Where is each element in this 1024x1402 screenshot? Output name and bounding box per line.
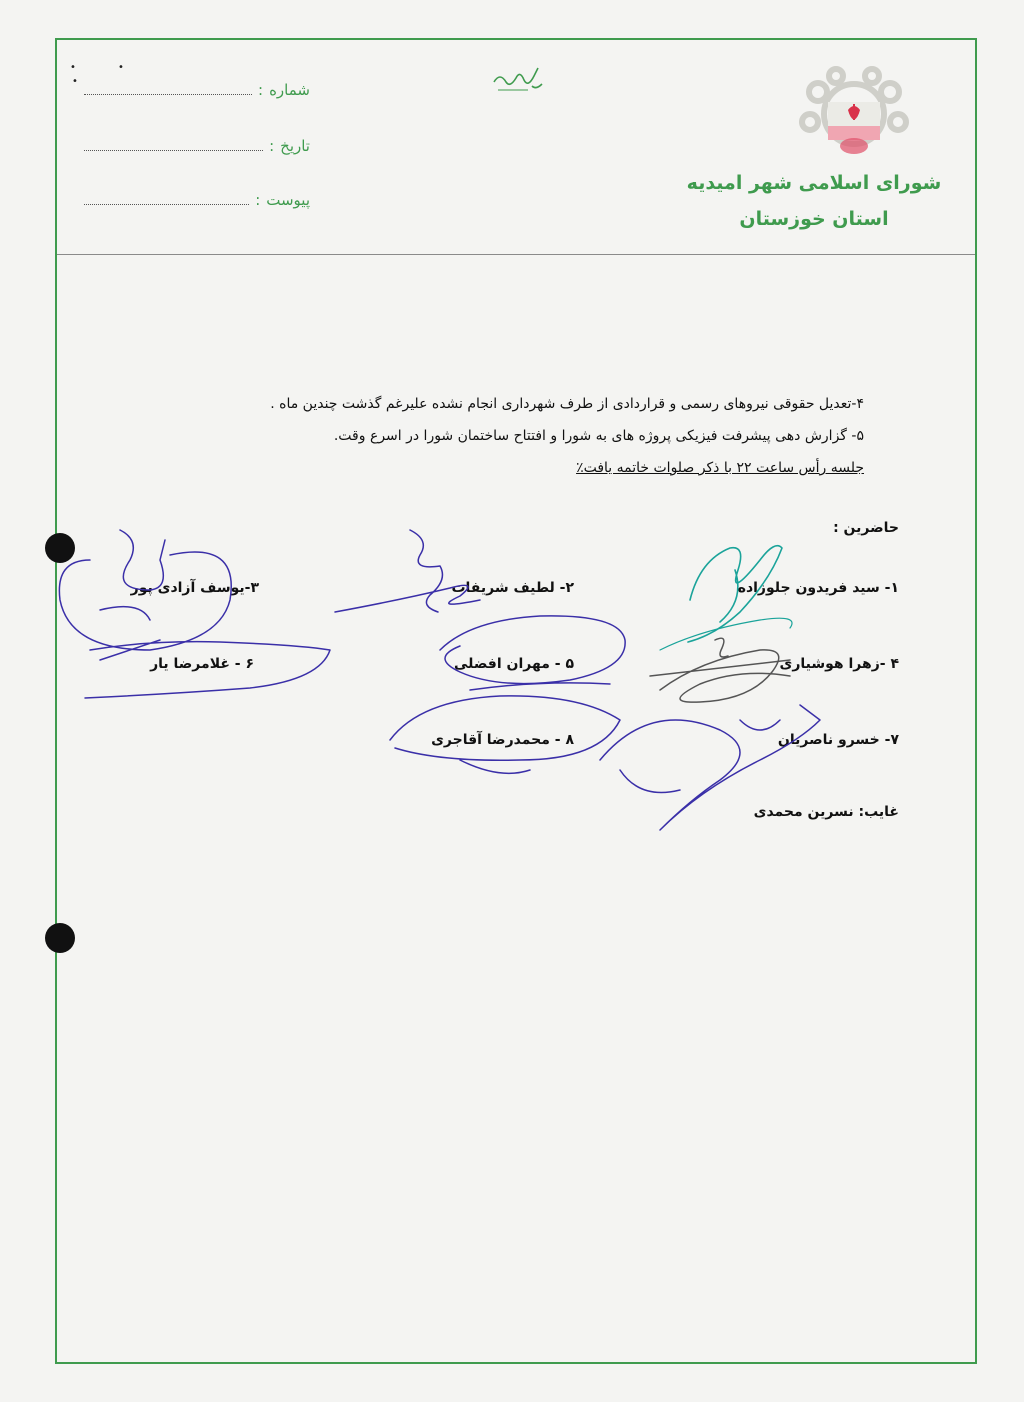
basmala-calligraphy — [488, 60, 548, 100]
scan-speck: • — [118, 62, 124, 73]
date-label: تاریخ — [280, 137, 310, 155]
number-blank — [84, 80, 252, 95]
attendee-8: ۸ - محمدرضا آقاجری — [431, 732, 574, 748]
attachment-blank — [84, 190, 249, 205]
date-blank — [84, 136, 263, 151]
scan-speck: • — [70, 62, 76, 73]
absent-member: غایب: نسرین محمدی — [753, 804, 899, 820]
attendee-6: ۶ - غلامرضا یار — [150, 656, 254, 672]
agenda-item-4: ۴-تعدیل حقوقی نیروهای رسمی و قراردادی از طرف شهرداری انجام نشده علیرغم گذشت چندین ماه . — [270, 396, 864, 412]
attendee-4: ۴ -زهرا هوشیاری — [779, 656, 899, 672]
number-label: شماره — [269, 81, 310, 99]
binder-hole — [45, 923, 75, 953]
attendee-1: ۱- سید فریدون جلوزاده — [737, 580, 899, 596]
attendee-2: ۲- لطیف شریفات — [451, 580, 574, 596]
attendee-5: ۵ - مهران افضلی — [454, 656, 574, 672]
date-field: تاریخ : — [80, 136, 310, 160]
attendees-title: حاضرین : — [833, 520, 899, 536]
page-border — [55, 38, 977, 1364]
attachment-field: پیوست : — [80, 190, 310, 214]
agenda-item-5: ۵- گزارش دهی پیشرفت فیزیکی پروژه های به شورا و افتتاح ساختمان شورا در اسرع وقت. — [333, 428, 864, 444]
closing-line: جلسه رأس ساعت ۲۲ با ذکر صلوات خاتمه یافت٪ — [576, 460, 864, 476]
scan-speck: • — [72, 76, 78, 87]
header-divider — [57, 254, 975, 255]
attachment-label: پیوست — [266, 191, 310, 209]
iran-emblem-icon — [796, 62, 912, 162]
org-name: شورای اسلامی شهر امیدیه — [686, 172, 942, 194]
province-name: استان خوزستان — [739, 208, 889, 230]
attendee-3: ۳-یوسف آزادی پور — [130, 580, 259, 596]
binder-hole — [45, 533, 75, 563]
attendee-7: ۷- خسرو ناصریان — [777, 732, 899, 748]
number-field: شماره : — [80, 80, 310, 104]
